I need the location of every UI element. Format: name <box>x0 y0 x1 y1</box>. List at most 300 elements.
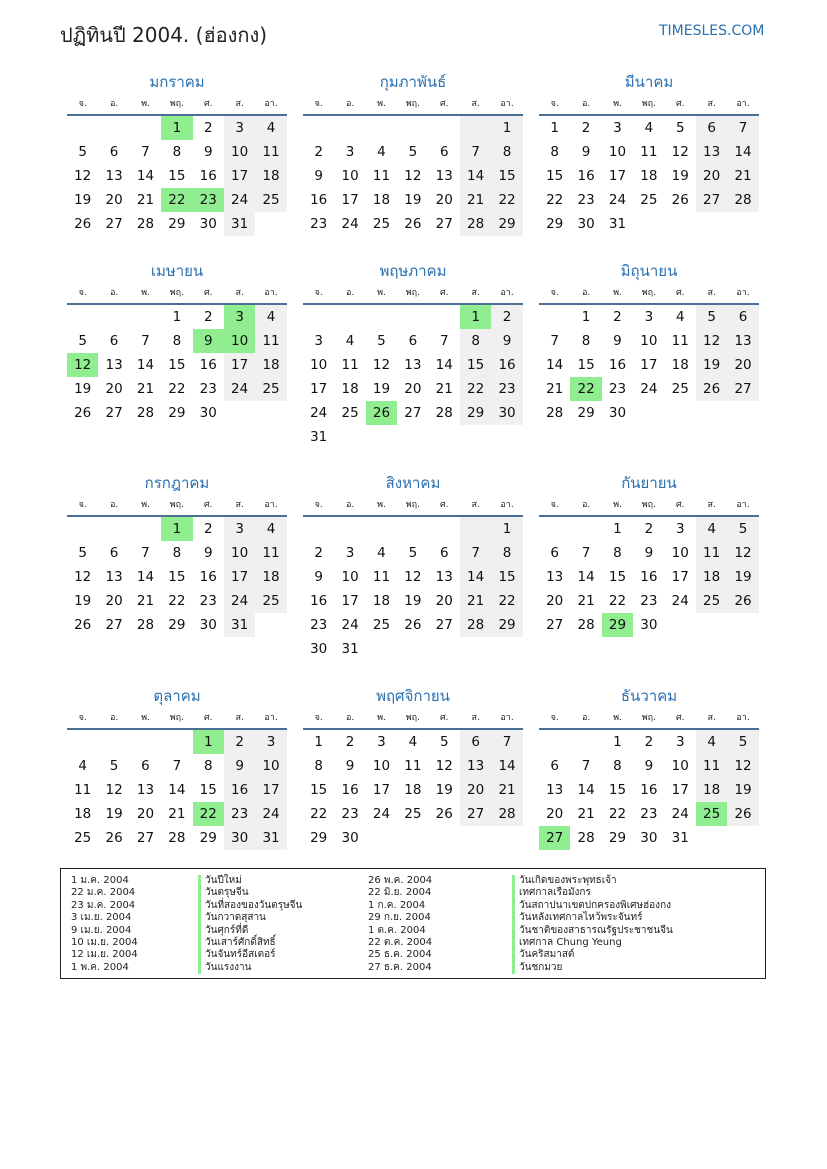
day-cell: 9 <box>314 569 323 585</box>
weekday-label: อา. <box>264 99 278 109</box>
weekday-label: อ. <box>581 500 591 510</box>
empty-day-cell <box>366 517 397 541</box>
day-cell: 1 <box>581 309 591 325</box>
empty-day-cell <box>130 730 161 754</box>
day-cell: 13 <box>105 357 123 373</box>
day-cell: 23 <box>224 802 255 826</box>
holiday-day-cell: 1 <box>161 116 192 140</box>
day-cell: 20 <box>435 593 453 609</box>
holiday-day-cell: 3 <box>224 305 255 329</box>
empty-day-cell <box>67 730 98 754</box>
day-cell: 29 <box>310 830 328 846</box>
weekday-label: พฤ. <box>169 99 184 109</box>
weekday-label: พ. <box>613 288 622 298</box>
day-cell: 21 <box>136 381 155 397</box>
day-cell: 2 <box>203 521 213 537</box>
day-cell: 17 <box>341 593 359 609</box>
legend-date: 3 เม.ย. 2004 <box>71 912 132 924</box>
day-cell: 30 <box>199 617 217 633</box>
day-cell: 12 <box>372 357 391 373</box>
day-cell: 3 <box>644 309 654 325</box>
day-cell: 1 <box>491 116 522 140</box>
weekday-label: พ. <box>613 500 622 510</box>
day-cell: 1 <box>613 521 622 537</box>
day-cell: 19 <box>435 782 453 798</box>
legend-holiday-name: วันศุกร์ที่ดี <box>198 925 302 937</box>
day-cell: 24 <box>224 377 255 401</box>
month-name: เมษายน <box>150 262 204 280</box>
weekday-label: อา. <box>264 500 278 510</box>
empty-day-cell <box>397 116 428 140</box>
month-name: มีนาคม <box>624 73 674 91</box>
day-cell: 5 <box>408 144 418 160</box>
day-cell: 6 <box>696 116 727 140</box>
empty-day-cell <box>98 305 129 329</box>
day-cell: 15 <box>310 782 328 798</box>
empty-day-cell <box>460 116 491 140</box>
day-cell: 7 <box>581 545 591 561</box>
day-cell: 24 <box>341 617 359 633</box>
weekday-label: พ. <box>141 99 150 109</box>
day-cell: 12 <box>74 168 92 184</box>
day-cell: 6 <box>109 333 119 349</box>
weekday-label: จ. <box>314 713 323 723</box>
weekday-label: พฤ. <box>405 288 420 298</box>
weekday-label: จ. <box>314 288 323 298</box>
day-cell: 11 <box>696 754 727 778</box>
empty-day-cell <box>460 517 491 541</box>
day-cell: 21 <box>460 188 491 212</box>
month-name: ตุลาคม <box>153 687 201 705</box>
day-cell: 8 <box>172 545 182 561</box>
day-cell: 11 <box>404 758 422 774</box>
day-cell: 13 <box>105 569 123 585</box>
day-cell: 5 <box>78 333 87 349</box>
empty-day-cell <box>67 305 98 329</box>
day-cell: 30 <box>224 826 255 850</box>
weekday-label: พฤ. <box>169 288 184 298</box>
day-cell: 16 <box>608 357 627 373</box>
day-cell: 22 <box>168 593 186 609</box>
legend-date: 22 มิ.ย. 2004 <box>368 887 432 899</box>
day-cell: 19 <box>74 593 92 609</box>
day-cell: 8 <box>203 758 213 774</box>
day-cell: 19 <box>105 806 123 822</box>
day-cell: 7 <box>550 333 559 349</box>
day-cell: 22 <box>608 593 627 609</box>
day-cell: 8 <box>613 545 622 561</box>
empty-day-cell <box>334 517 365 541</box>
day-cell: 14 <box>460 164 491 188</box>
day-cell: 7 <box>491 730 522 754</box>
weekday-label: ศ. <box>203 99 213 109</box>
day-cell: 1 <box>314 734 323 750</box>
weekday-label: พ. <box>377 288 386 298</box>
legend-names-col-1 <box>198 875 302 974</box>
day-cell: 22 <box>460 377 491 401</box>
day-cell: 5 <box>675 120 685 136</box>
day-cell: 23 <box>577 192 595 208</box>
day-cell: 12 <box>727 754 758 778</box>
day-cell: 28 <box>136 405 155 421</box>
day-cell: 16 <box>310 593 328 609</box>
day-cell: 13 <box>136 782 155 798</box>
day-cell: 7 <box>460 541 491 565</box>
day-cell: 26 <box>74 216 92 232</box>
day-cell: 13 <box>404 357 422 373</box>
day-cell: 9 <box>613 333 622 349</box>
weekday-header <box>539 495 759 517</box>
holiday-day-cell: 27 <box>539 826 570 850</box>
day-cell: 11 <box>696 541 727 565</box>
day-cell: 25 <box>404 806 422 822</box>
day-cell: 2 <box>314 545 323 561</box>
day-cell: 29 <box>168 617 186 633</box>
empty-day-cell <box>130 517 161 541</box>
day-cell: 3 <box>255 730 286 754</box>
day-cell: 9 <box>203 545 213 561</box>
empty-day-cell <box>366 116 397 140</box>
day-cell: 14 <box>460 565 491 589</box>
holiday-legend <box>60 868 766 979</box>
empty-day-cell <box>397 517 428 541</box>
day-cell: 10 <box>372 758 391 774</box>
weekday-label: อ. <box>109 500 119 510</box>
day-cell: 30 <box>341 830 359 846</box>
day-cell: 26 <box>727 802 758 826</box>
month-name: พฤศจิกายน <box>376 687 450 705</box>
day-cell: 25 <box>341 405 359 421</box>
holiday-day-cell: 1 <box>161 517 192 541</box>
day-grid <box>303 517 523 661</box>
day-cell: 3 <box>345 144 355 160</box>
day-cell: 22 <box>491 589 522 613</box>
weekday-label: อา. <box>736 500 750 510</box>
empty-day-cell <box>303 517 334 541</box>
day-grid <box>539 305 759 425</box>
legend-holiday-name: วันจันทร์อีสเตอร์ <box>198 949 302 961</box>
day-cell: 21 <box>727 164 758 188</box>
weekday-label: พฤ. <box>641 500 656 510</box>
day-cell: 26 <box>435 806 453 822</box>
day-cell: 31 <box>224 212 255 236</box>
day-cell: 11 <box>372 168 391 184</box>
day-cell: 11 <box>341 357 359 373</box>
day-cell: 14 <box>577 782 595 798</box>
day-cell: 27 <box>546 617 564 633</box>
holiday-day-cell: 23 <box>193 188 224 212</box>
day-cell: 20 <box>105 381 123 397</box>
day-cell: 16 <box>224 778 255 802</box>
day-cell: 31 <box>608 216 627 232</box>
weekday-label: พฤ. <box>169 713 184 723</box>
day-cell: 1 <box>491 517 522 541</box>
weekday-label: ส. <box>471 500 480 510</box>
weekday-label: ศ. <box>675 500 685 510</box>
day-cell: 14 <box>136 357 155 373</box>
weekday-label: พ. <box>141 288 150 298</box>
empty-day-cell <box>130 305 161 329</box>
day-cell: 31 <box>341 641 359 657</box>
legend-holiday-name: วันคริสมาสต์ <box>512 949 673 961</box>
day-cell: 23 <box>199 593 217 609</box>
day-cell: 9 <box>203 144 213 160</box>
day-cell: 8 <box>172 333 182 349</box>
weekday-label: อ. <box>581 288 591 298</box>
holiday-day-cell: 26 <box>366 401 397 425</box>
day-cell: 16 <box>199 168 217 184</box>
empty-day-cell <box>429 116 460 140</box>
day-cell: 5 <box>109 758 119 774</box>
legend-date: 23 ม.ค. 2004 <box>71 899 136 911</box>
weekday-header <box>67 94 287 116</box>
day-cell: 23 <box>640 593 658 609</box>
empty-day-cell <box>539 730 570 754</box>
day-cell: 21 <box>136 593 155 609</box>
month-10 <box>67 684 287 850</box>
legend-holiday-name: วันตรุษจีน <box>198 887 302 899</box>
empty-day-cell <box>429 517 460 541</box>
day-cell: 12 <box>671 144 689 160</box>
day-cell: 19 <box>372 381 391 397</box>
weekday-label: อา. <box>500 500 514 510</box>
day-cell: 13 <box>546 782 564 798</box>
weekday-label: พฤ. <box>405 99 420 109</box>
day-cell: 4 <box>255 305 286 329</box>
day-cell: 8 <box>491 140 522 164</box>
day-cell: 5 <box>696 305 727 329</box>
weekday-label: พฤ. <box>641 288 656 298</box>
day-cell: 17 <box>255 778 286 802</box>
day-cell: 24 <box>255 802 286 826</box>
day-cell: 3 <box>224 116 255 140</box>
day-cell: 30 <box>199 405 217 421</box>
weekday-label: อา. <box>500 288 514 298</box>
day-cell: 28 <box>460 212 491 236</box>
day-cell: 12 <box>74 569 92 585</box>
weekday-header <box>67 283 287 305</box>
day-cell: 10 <box>224 140 255 164</box>
weekday-label: อ. <box>581 99 591 109</box>
day-cell: 24 <box>608 192 627 208</box>
holiday-day-cell: 9 <box>193 329 224 353</box>
day-cell: 27 <box>404 405 422 421</box>
day-cell: 20 <box>546 806 564 822</box>
day-cell: 4 <box>675 309 685 325</box>
day-cell: 14 <box>168 782 186 798</box>
weekday-label: จ. <box>78 288 87 298</box>
month-7 <box>67 471 287 637</box>
day-cell: 8 <box>460 329 491 353</box>
day-cell: 3 <box>345 545 355 561</box>
day-cell: 17 <box>224 353 255 377</box>
weekday-label: ศ. <box>203 288 213 298</box>
site-link[interactable]: TIMESLES.COM <box>659 23 765 39</box>
day-cell: 18 <box>671 357 689 373</box>
day-cell: 24 <box>310 405 328 421</box>
day-cell: 31 <box>671 830 689 846</box>
day-cell: 17 <box>310 381 328 397</box>
weekday-header <box>539 94 759 116</box>
day-cell: 13 <box>460 754 491 778</box>
month-9 <box>539 471 759 637</box>
legend-date: 27 ธ.ค. 2004 <box>368 961 432 973</box>
day-cell: 27 <box>136 830 155 846</box>
empty-day-cell <box>334 305 365 329</box>
day-cell: 18 <box>696 778 727 802</box>
weekday-label: ส. <box>707 713 716 723</box>
day-cell: 10 <box>671 758 689 774</box>
day-cell: 2 <box>644 734 654 750</box>
day-cell: 1 <box>550 120 559 136</box>
weekday-label: ส. <box>471 713 480 723</box>
day-cell: 25 <box>372 216 391 232</box>
holiday-day-cell: 25 <box>696 802 727 826</box>
day-cell: 11 <box>640 144 658 160</box>
day-cell: 25 <box>640 192 658 208</box>
legend-date: 26 พ.ค. 2004 <box>368 875 433 886</box>
day-cell: 19 <box>727 778 758 802</box>
weekday-label: ศ. <box>675 288 685 298</box>
day-cell: 29 <box>491 613 522 637</box>
day-grid <box>539 116 759 236</box>
weekday-label: ส. <box>707 99 716 109</box>
month-2 <box>303 70 523 236</box>
day-cell: 24 <box>224 589 255 613</box>
weekday-label: ส. <box>471 99 480 109</box>
weekday-label: อา. <box>736 288 750 298</box>
weekday-label: พฤ. <box>169 500 184 510</box>
day-cell: 21 <box>435 381 453 397</box>
day-cell: 15 <box>491 164 522 188</box>
day-cell: 1 <box>613 734 622 750</box>
day-cell: 4 <box>696 730 727 754</box>
weekday-label: พ. <box>141 500 150 510</box>
day-cell: 7 <box>460 140 491 164</box>
weekday-header <box>67 708 287 730</box>
day-cell: 14 <box>491 754 522 778</box>
day-cell: 9 <box>314 168 323 184</box>
weekday-label: พ. <box>141 713 150 723</box>
day-cell: 31 <box>224 613 255 637</box>
day-cell: 25 <box>74 830 92 846</box>
weekday-header <box>539 283 759 305</box>
weekday-label: พฤ. <box>405 500 420 510</box>
day-cell: 20 <box>105 593 123 609</box>
day-cell: 14 <box>136 569 155 585</box>
day-cell: 25 <box>255 377 286 401</box>
empty-day-cell <box>539 517 570 541</box>
day-cell: 24 <box>671 806 689 822</box>
day-cell: 16 <box>341 782 359 798</box>
day-cell: 27 <box>435 216 453 232</box>
empty-day-cell <box>539 305 570 329</box>
day-cell: 6 <box>439 144 449 160</box>
day-cell: 9 <box>345 758 355 774</box>
day-cell: 6 <box>727 305 758 329</box>
day-cell: 4 <box>255 116 286 140</box>
day-cell: 30 <box>491 401 522 425</box>
day-cell: 3 <box>314 333 323 349</box>
day-cell: 31 <box>310 429 328 445</box>
legend-holiday-name: เทศกาลเรือมังกร <box>512 887 673 899</box>
holiday-day-cell: 1 <box>460 305 491 329</box>
day-cell: 27 <box>727 377 758 401</box>
weekday-label: ศ. <box>439 99 449 109</box>
day-cell: 10 <box>341 569 359 585</box>
day-cell: 28 <box>577 830 595 846</box>
legend-date: 22 ม.ค. 2004 <box>71 887 136 899</box>
day-cell: 18 <box>255 164 286 188</box>
day-cell: 30 <box>640 617 658 633</box>
day-cell: 14 <box>136 168 155 184</box>
holiday-day-cell: 22 <box>161 188 192 212</box>
day-cell: 20 <box>105 192 123 208</box>
legend-holiday-name: วันชกมวย <box>512 962 673 974</box>
day-cell: 25 <box>255 589 286 613</box>
weekday-label: พ. <box>613 713 622 723</box>
day-grid <box>303 305 523 449</box>
weekday-label: อา. <box>500 713 514 723</box>
day-cell: 10 <box>255 754 286 778</box>
day-cell: 28 <box>168 830 186 846</box>
weekday-label: จ. <box>550 288 559 298</box>
day-cell: 4 <box>644 120 654 136</box>
day-cell: 15 <box>199 782 217 798</box>
day-grid <box>539 730 759 850</box>
day-cell: 26 <box>727 589 758 613</box>
day-cell: 22 <box>310 806 328 822</box>
holiday-day-cell: 22 <box>570 377 601 401</box>
weekday-label: อา. <box>736 99 750 109</box>
day-cell: 20 <box>136 806 155 822</box>
day-grid <box>303 116 523 236</box>
day-cell: 15 <box>608 569 627 585</box>
day-cell: 18 <box>74 806 92 822</box>
day-cell: 15 <box>577 357 595 373</box>
day-cell: 22 <box>608 806 627 822</box>
day-cell: 6 <box>550 545 559 561</box>
legend-date: 1 พ.ค. 2004 <box>71 961 129 973</box>
day-cell: 17 <box>224 565 255 589</box>
day-cell: 8 <box>613 758 622 774</box>
weekday-label: ศ. <box>203 500 213 510</box>
weekday-label: อ. <box>345 288 355 298</box>
weekday-label: พ. <box>377 500 386 510</box>
day-cell: 21 <box>136 192 155 208</box>
holiday-day-cell: 12 <box>67 353 98 377</box>
day-cell: 17 <box>671 782 689 798</box>
month-name: สิงหาคม <box>385 474 441 492</box>
day-cell: 7 <box>141 144 150 160</box>
day-cell: 27 <box>105 405 123 421</box>
day-cell: 16 <box>199 569 217 585</box>
weekday-header <box>303 94 523 116</box>
day-cell: 16 <box>640 782 658 798</box>
day-cell: 31 <box>255 826 286 850</box>
day-cell: 24 <box>671 593 689 609</box>
weekday-label: ศ. <box>439 713 449 723</box>
day-cell: 20 <box>696 164 727 188</box>
day-cell: 26 <box>671 192 689 208</box>
month-8 <box>303 471 523 661</box>
weekday-label: อ. <box>109 288 119 298</box>
weekday-label: ส. <box>235 500 244 510</box>
day-grid <box>539 517 759 637</box>
day-cell: 26 <box>404 216 422 232</box>
day-cell: 27 <box>105 216 123 232</box>
empty-day-cell <box>67 116 98 140</box>
